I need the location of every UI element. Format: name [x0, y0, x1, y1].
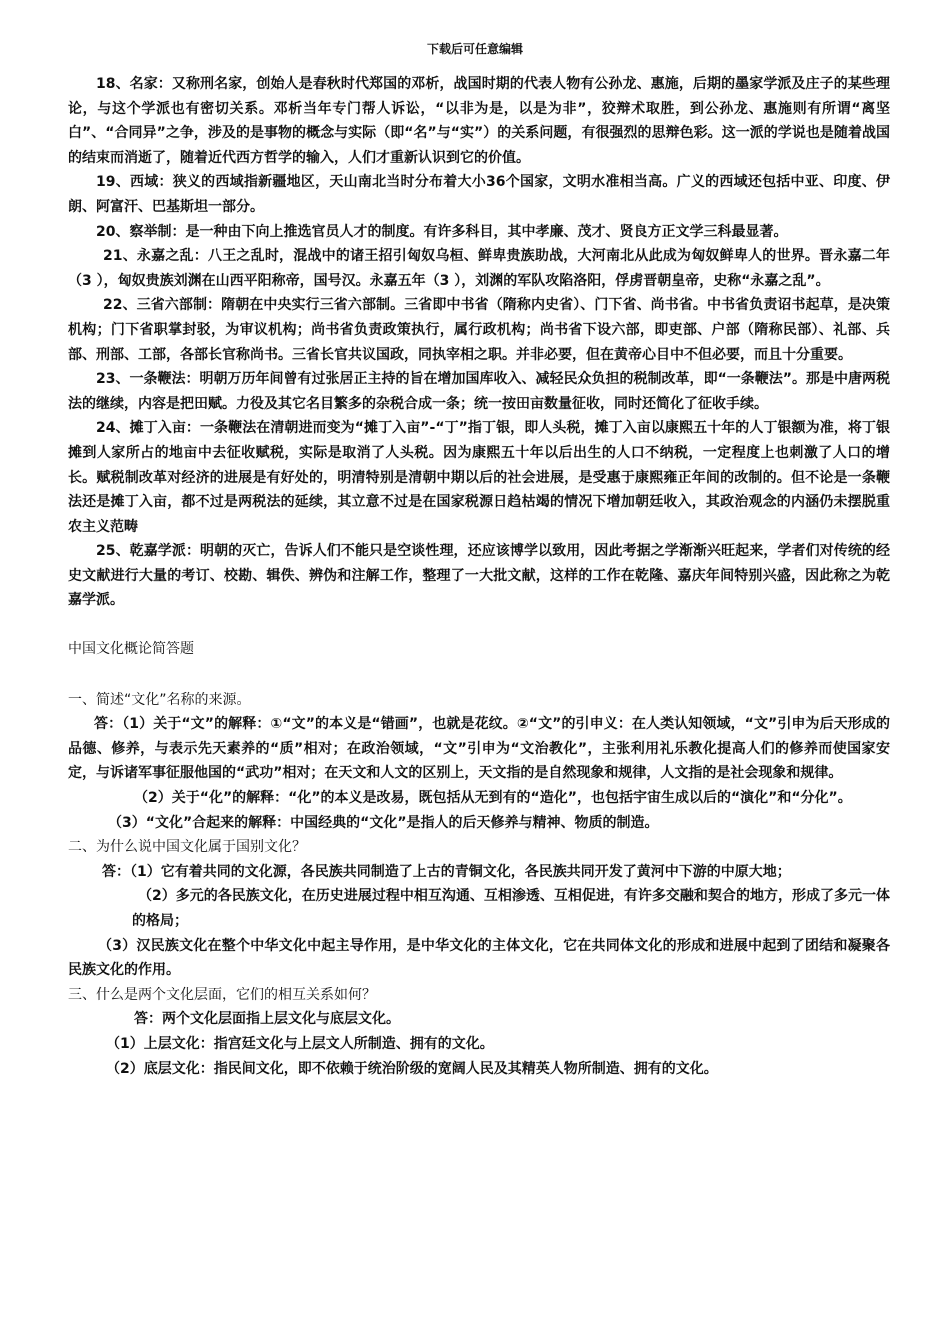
answer-2-part-2: （2）多元的各民族文化，在历史进展过程中相互沟通、互相渗透、互相促进，有许多交融和契合的地方，形成了多元一体的格局； — [132, 888, 890, 929]
term-21: 21、永嘉之乱：八王之乱时，混战中的诸王招引匈奴乌桓、鲜卑贵族助战，大河南北从此成为匈奴鲜卑人的世界。晋永嘉二年（3 ），匈奴贵族刘渊在山西平阳称帝，国号汉。永嘉五年（3 ），刘渊的军队攻陷洛阳，俘虏晋朝皇帝，史称“永嘉之乱”。 — [68, 248, 890, 289]
answer-3-intro: 答：两个文化层面指上层文化与底层文化。 — [134, 1011, 400, 1028]
term-20: 20、察举制：是一种由下向上推选官员人才的制度。有许多科目，其中孝廉、茂才、贤良方正文学三科最显著。 — [96, 223, 788, 240]
answer-2-part-1: 答：（1）它有着共同的文化源，各民族共同制造了上古的青铜文化，各民族共同开发了黄河中下游的中原大地； — [102, 863, 791, 880]
question-3: 三、什么是两个文化层面，它们的相互关系如何？ — [68, 986, 376, 1003]
term-22: 22、三省六部制：隋朝在中央实行三省六部制。三省即中书省（隋称内史省）、门下省、尚书省。中书省负责诏书起草，是决策机构；门下省职掌封驳，为审议机构；尚书省负责政策执行，属行政机构；尚书省下设六部，即吏部、户部（隋称民部）、礼部、兵部、刑部、工部，各部长官称尚书。三省长官共议国政，同执宰相之职。并非必要，但在黄帝心目中不但必要，而且十分重要。 — [68, 297, 890, 363]
answer-2-part-3: （3）汉民族文化在整个中华文化中起主导作用，是中华文化的主体文化，它在共同体文化的形成和进展中起到了团结和凝聚各民族文化的作用。 — [68, 937, 890, 979]
term-19: 19、西域：狭义的西域指新疆地区，天山南北当时分布着大小36个国家，文明水准相当高。广义的西域还包括中亚、印度、伊朗、阿富汗、巴基斯坦一部分。 — [68, 174, 890, 215]
answer-1-part-2: （2）关于“化”的解释：“化”的本义是改易，既包括从无到有的“造化”，也包括宇宙生成以后的“演化”和“分化”。 — [134, 790, 852, 807]
question-2: 二、为什么说中国文化属于国别文化？ — [68, 839, 306, 856]
term-25: 25、乾嘉学派：明朝的灭亡，告诉人们不能只是空谈性理，还应该博学以致用，因此考据之学渐渐兴旺起来，学者们对传统的经史文献进行大量的考订、校勘、辑佚、辨伪和注解工作，整理了一大批文献，这样的工作在乾隆、嘉庆年间特别兴盛，因此称之为乾嘉学派。 — [68, 543, 890, 609]
term-23: 23、一条鞭法：明朝万历年间曾有过张居正主持的旨在增加国库收入、减轻民众负担的税制改革，即“一条鞭法”。那是中唐两税法的继续，内容是把田赋。力役及其它名目繁多的杂税合成一条；统一按田亩数量征收，同时还简化了征收手续。 — [68, 371, 890, 412]
question-1: 一、简述“文化”名称的来源。 — [68, 691, 251, 708]
term-24: 24、摊丁入亩：一条鞭法在清朝进而变为“摊丁入亩”-“丁”指丁银，即人头税，摊丁入亩以康熙五十年的人丁银额为准，将丁银摊到人家所占的地亩中去征收赋税，实际是取消了人头税。因为康熙五十年以后出生的人口不纳税，一定程度上也刺激了人口的增长。赋税制改革对经济的进展是有好处的，明清特别是清朝中期以后的社会进展，是受惠于康熙雍正年间的改制的。但不论是一条鞭法还是摊丁入亩，都不过是两税法的延续，其立意不过是在国家税源日趋枯竭的情况下增加朝廷收入，其政治观念的内涵仍未摆脱重农主义范畴 — [68, 420, 890, 535]
answer-1-part-1: 答：（1）关于“文”的解释：①“文”的本义是“错画”，也就是花纹。②“文”的引申义：在人类认知领域，“文”引申为后天形成的品德、修养，与表示先天素养的“质”相对；在政治领域，“文”引申为“文治教化”，主张利用礼乐教化提高人们的修养而使国家安定，与诉诸军事征服他国的“武功”相对；在天文和人文的区别上，天文指的是自然现象和规律，人文指的是社会现象和规律。 — [68, 716, 890, 782]
answer-3-part-1: （1）上层文化：指宫廷文化与上层文人所制造、拥有的文化。 — [106, 1035, 494, 1052]
term-18: 18、名家：又称刑名家，创始人是春秋时代郑国的邓析，战国时期的代表人物有公孙龙、惠施，后期的墨家学派及庄子的某些理论，与这个学派也有密切关系。邓析当年专门帮人诉讼，“以非为是，以是为非”，狡辩术取胜，到公孙龙、惠施则有所谓“离坚白”、“合同异”之争，涉及的是事物的概念与实际（即“名”与“实”）的关系问题，有很强烈的思辩色彩。这一派的学说也是随着战国的结束而消逝了，随着近代西方哲学的输入，人们才重新认识到它的价值。 — [68, 76, 890, 166]
answer-3-part-2: （2）底层文化：指民间文化，即不依赖于统治阶级的宽阔人民及其精英人物所制造、拥有的文化。 — [106, 1060, 718, 1077]
document-body — [68, 72, 890, 1081]
answer-1-part-3: （3）“文化”合起来的解释：中国经典的“文化”是指人的后天修养与精神、物质的制造。 — [108, 814, 659, 831]
page-header: 下载后可任意编辑 — [426, 42, 523, 56]
section-title: 中国文化概论简答题 — [68, 641, 194, 658]
